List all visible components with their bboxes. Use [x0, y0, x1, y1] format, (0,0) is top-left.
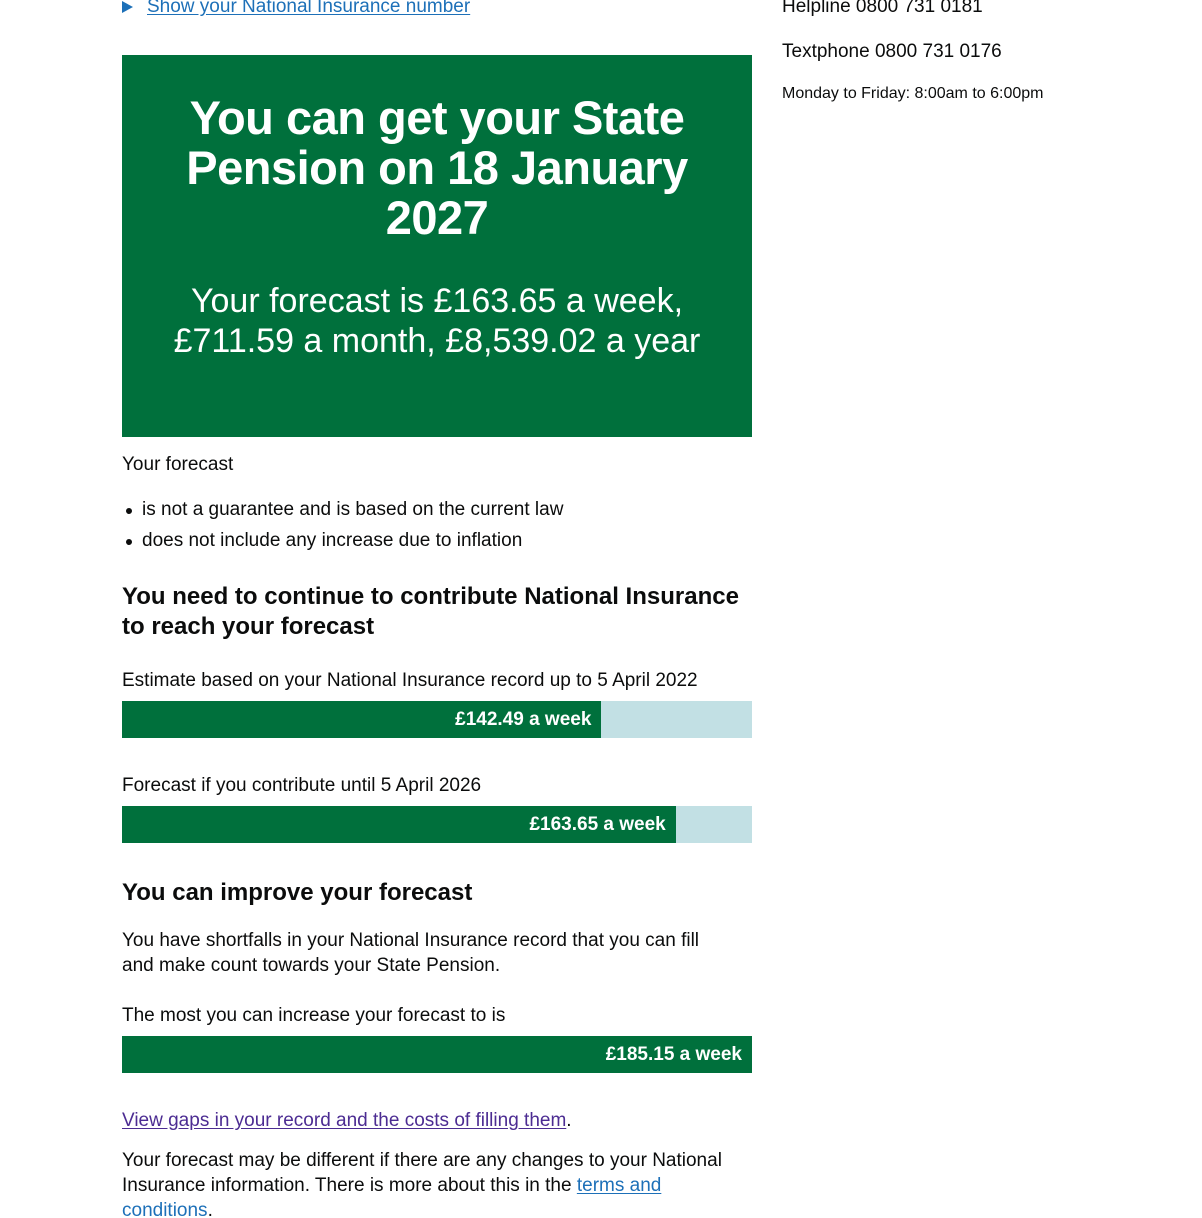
gaps-suffix: . — [566, 1110, 572, 1131]
changes-text: Your forecast may be different if there are any changes to your National Insurance information. There is more about this in the — [122, 1150, 722, 1196]
terms-suffix: . — [207, 1200, 213, 1218]
estimate-bar — [122, 701, 752, 738]
changes-paragraph — [122, 1148, 747, 1218]
forecast-caveats-list — [122, 497, 563, 559]
forecast-bar-label: £163.65 a week — [529, 814, 666, 835]
ni-number-details[interactable] — [122, 0, 470, 20]
max-forecast-bar-label: £185.15 a week — [605, 1044, 742, 1065]
disclosure-triangle-icon — [122, 1, 133, 13]
estimate-label: Estimate based on your National Insurance record up to 5 April 2022 — [122, 670, 698, 691]
list-item: is not a guarantee and is based on the current law — [122, 497, 563, 522]
max-forecast-label: The most you can increase your forecast to is — [122, 1005, 506, 1026]
estimate-bar-label: £142.49 a week — [455, 709, 592, 730]
view-gaps-link[interactable]: View gaps in your record and the costs of filling them — [122, 1110, 567, 1131]
show-ni-number-link[interactable]: Show your National Insurance number — [147, 0, 471, 17]
improve-heading: You can improve your forecast — [122, 879, 473, 906]
forecast-bar — [122, 806, 752, 843]
forecast-bar-fill — [122, 806, 676, 843]
panel-title: You can get your State Pension on 18 January 2027 — [186, 91, 688, 244]
gaps-paragraph — [122, 1108, 572, 1133]
terms-link[interactable]: terms and conditions — [122, 1175, 662, 1218]
opening-hours: Monday to Friday: 8:00am to 6:00pm — [782, 85, 1044, 102]
panel-body: Your forecast is £163.65 a week, £711.59 a month, £8,539.02 a year — [173, 282, 701, 360]
forecast-intro: Your forecast — [122, 454, 234, 475]
max-forecast-bar — [122, 1036, 752, 1073]
estimate-bar-fill — [122, 701, 601, 738]
helpline-text: Helpline 0800 731 0181 — [782, 0, 983, 17]
continue-heading: You need to continue to contribute National Insurance to reach your forecast — [122, 583, 739, 640]
shortfalls-text: You have shortfalls in your National Insurance record that you can fill and make count towards your State Pension. — [122, 930, 700, 976]
list-item: does not include any increase due to inflation — [122, 528, 563, 553]
textphone-text: Textphone 0800 731 0176 — [782, 41, 1002, 62]
forecast-label: Forecast if you contribute until 5 April 2026 — [122, 775, 482, 796]
forecast-panel — [122, 55, 752, 437]
max-forecast-bar-fill — [122, 1036, 752, 1073]
